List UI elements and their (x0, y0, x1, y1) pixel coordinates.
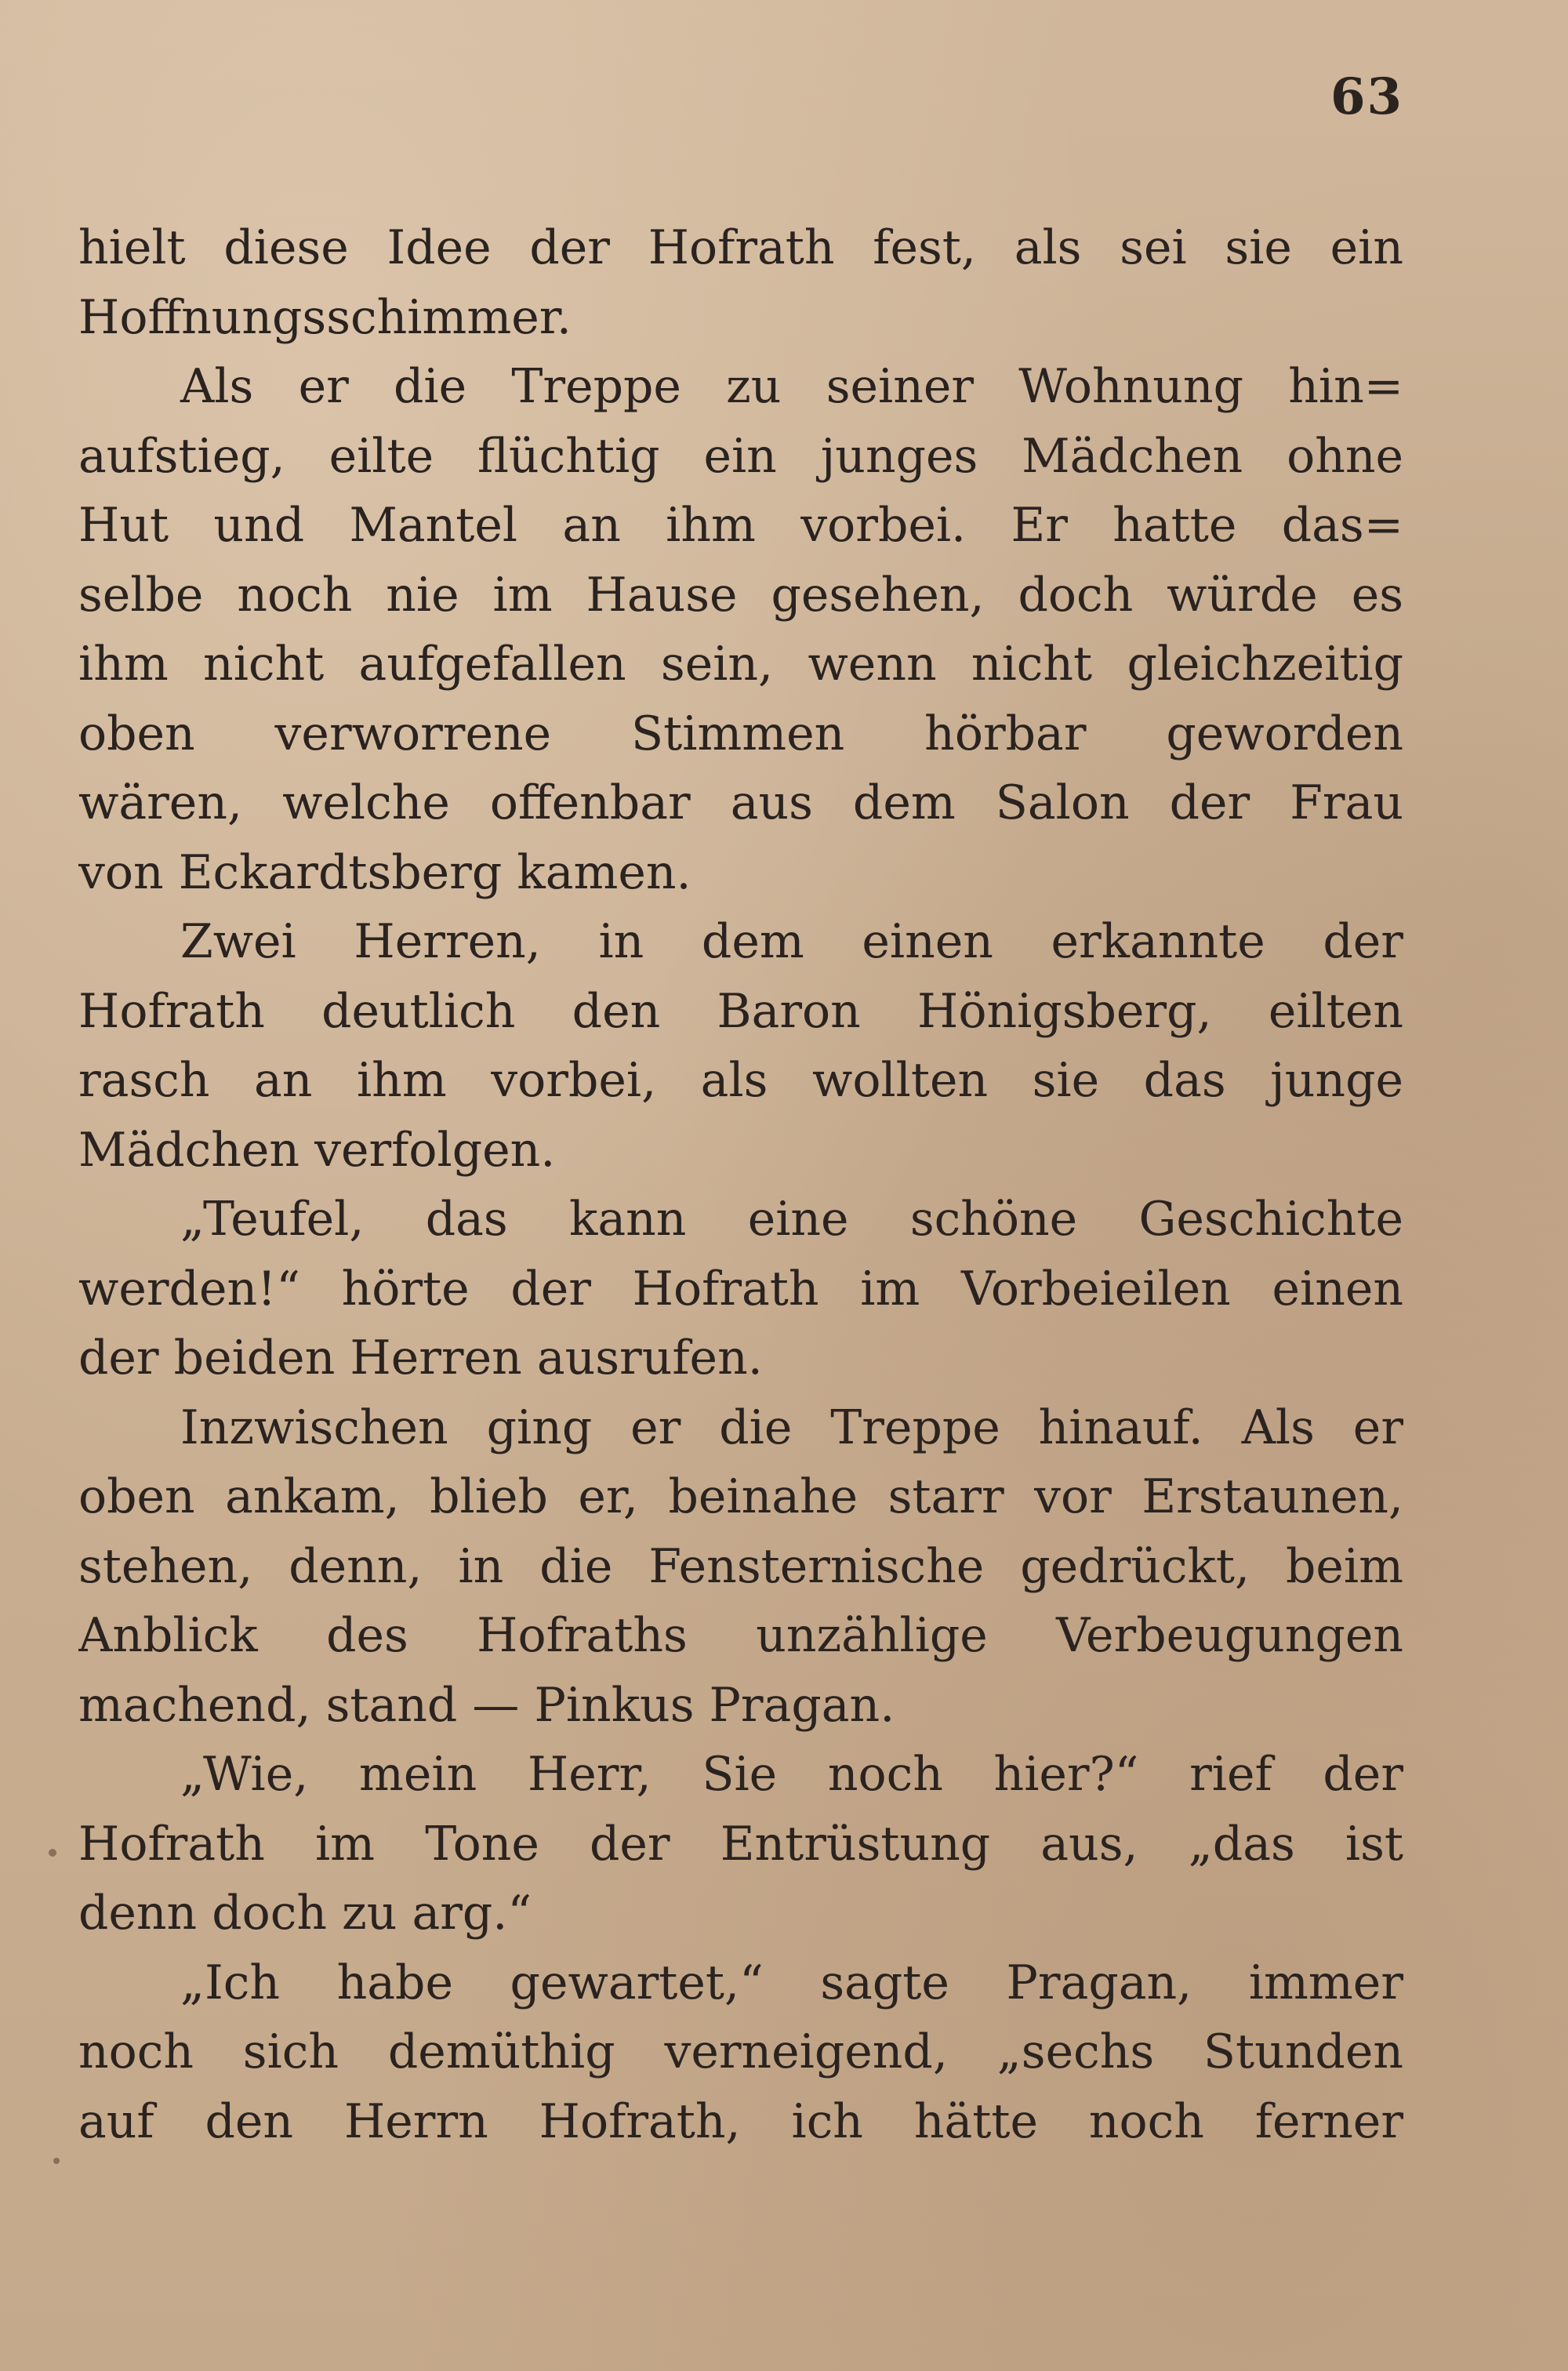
text-line: Mädchen verfolgen. (78, 1122, 556, 1178)
text-line: auf den Herrn Hofrath, ich hätte noch ferner (78, 2093, 1403, 2149)
text-line: Hofrath deutlich den Baron Hönigsberg, eilten (78, 983, 1403, 1039)
text-line: oben verworrene Stimmen hörbar geworden (78, 706, 1403, 761)
text-line: oben ankam, blieb er, beinahe starr vor Erstaunen, (78, 1469, 1403, 1524)
text-line: stehen, denn, in die Fensternische gedrückt, beim (78, 1538, 1403, 1594)
text-line: rasch an ihm vorbei, als wollten sie das junge (78, 1053, 1403, 1108)
text-line: wären, welche offenbar aus dem Salon der Frau (78, 775, 1403, 830)
paper-speck (53, 2158, 60, 2164)
text-line: „Wie, mein Herr, Sie noch hier?“ rief der (180, 1747, 1403, 1802)
text-line: Als er die Treppe zu seiner Wohnung hin= (180, 359, 1403, 414)
text-line: denn doch zu arg.“ (78, 1886, 532, 1941)
text-line: ihm nicht aufgefallen sein, wenn nicht gleichzeitig (78, 637, 1403, 692)
text-line: werden!“ hörte der Hofrath im Vorbeieilen einen (78, 1261, 1403, 1316)
text-line: Hut und Mantel an ihm vorbei. Er hatte das= (78, 498, 1403, 553)
text-line: hielt diese Idee der Hofrath fest, als sei sie ein (78, 220, 1403, 275)
body-text (78, 213, 1403, 2156)
text-line: Hofrath im Tone der Entrüstung aus, „das ist (78, 1816, 1403, 1872)
text-line: der beiden Herren ausrufen. (78, 1331, 763, 1385)
text-line: machend, stand — Pinkus Pragan. (78, 1677, 895, 1733)
text-line: Zwei Herren, in dem einen erkannte der (180, 914, 1403, 969)
text-line: Inzwischen ging er die Treppe hinauf. Als er (180, 1400, 1403, 1455)
text-line: von Eckardtsberg kamen. (78, 844, 691, 900)
text-line: selbe noch nie im Hause gesehen, doch würde es (78, 567, 1403, 623)
page-number: 63 (1330, 67, 1403, 126)
text-line: „Teufel, das kann eine schöne Geschichte (180, 1192, 1403, 1247)
text-line: Hoffnungsschimmer. (78, 289, 572, 345)
paper-speck (49, 1849, 56, 1857)
text-line: Anblick des Hofraths unzählige Verbeugungen (78, 1608, 1403, 1663)
text-line: aufstieg, eilte flüchtig ein junges Mädchen ohne (78, 428, 1403, 484)
text-line: „Ich habe gewartet,“ sagte Pragan, immer (180, 1955, 1403, 2010)
text-line: noch sich demüthig verneigend, „sechs Stunden (78, 2024, 1403, 2079)
